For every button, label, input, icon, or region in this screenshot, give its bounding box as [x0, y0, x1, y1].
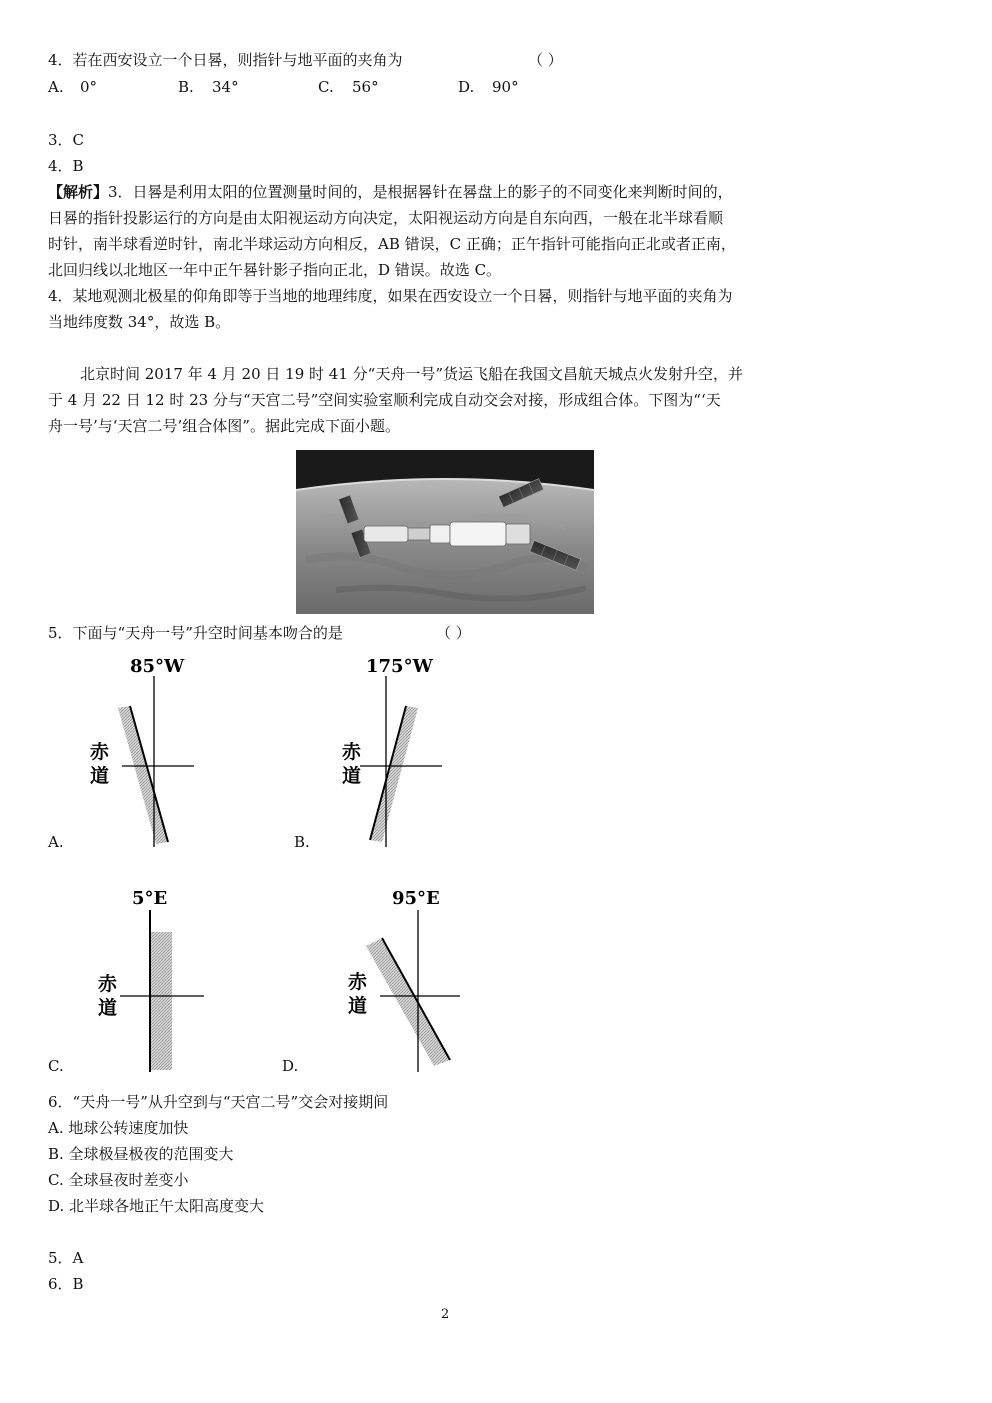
analysis-line-6: 当地纬度数 34°，故选 B。: [48, 313, 231, 331]
passage-line-2: 于 4 月 22 日 12 时 23 分与“天宫二号”空间实验室顺利完成自动交会对接，形成组合体。下图为“‘天: [48, 391, 721, 409]
q4-option-b-letter: B.: [178, 78, 194, 96]
diagram-c-letter: C.: [48, 1057, 64, 1075]
q6-option-c: C. 全球昼夜时差变小: [48, 1171, 189, 1189]
answer-5: 5．A: [48, 1249, 84, 1267]
q4-answer-paren: （ ）: [528, 51, 563, 69]
analysis-line-2: 日晷的指针投影运行的方向是由太阳视运动方向决定，太阳视运动方向是自东向西，一般在北半球看顺: [48, 209, 724, 227]
q6-option-a: A. 地球公转速度加快: [48, 1119, 189, 1137]
q4-stem: 4．若在西安设立一个日晷，则指针与地平面的夹角为: [48, 51, 403, 69]
answer-4: 4．B: [48, 157, 84, 175]
q4-option-d-letter: D.: [458, 78, 475, 96]
diagram-c-longitude: 5°E: [132, 888, 168, 909]
q6-option-d: D. 北半球各地正午太阳高度变大: [48, 1197, 265, 1215]
diagram-d: [340, 880, 470, 1075]
diagram-d-equator-2: 道: [348, 995, 368, 1017]
diagram-a-equator-2: 道: [90, 765, 110, 787]
space-station-photo: [296, 450, 594, 614]
diagram-c-equator-1: 赤: [98, 973, 118, 995]
q6-stem: 6．“天舟一号”从升空到与“天宫二号”交会对接期间: [48, 1093, 389, 1111]
diagram-c-equator-2: 道: [98, 997, 118, 1019]
analysis-line-4: 北回归线以北地区一年中正午晷针影子指向正北，D 错误。故选 C。: [48, 261, 502, 279]
q6-option-b: B. 全球极昼极夜的范围变大: [48, 1145, 234, 1163]
diagram-d-equator-1: 赤: [348, 971, 368, 993]
analysis-line-5: 4．某地观测北极星的仰角即等于当地的地理纬度，如果在西安设立一个日晷，则指针与地平面的夹角为: [48, 287, 733, 305]
analysis-text-1: 3．日晷是利用太阳的位置测量时间的，是根据晷针在晷盘上的影子的不同变化来判断时间的，: [108, 183, 733, 201]
passage-line-1: 北京时间 2017 年 4 月 20 日 19 时 41 分“天舟一号”货运飞船在我国文昌航天城点火发射升空，并: [80, 365, 743, 383]
q4-option-c-text: 56°: [352, 78, 379, 96]
q4-option-a-letter: A.: [48, 78, 64, 96]
diagram-b-longitude: 175°W: [366, 656, 433, 677]
diagram-d-letter: D.: [282, 1057, 299, 1075]
diagram-a: [82, 652, 212, 847]
analysis-line-1: [48, 182, 733, 202]
diagram-b-equator-2: 道: [342, 765, 362, 787]
diagram-d-longitude: 95°E: [392, 888, 440, 909]
q4-option-c-letter: C.: [318, 78, 334, 96]
q4-option-d-text: 90°: [492, 78, 519, 96]
diagram-b-equator-1: 赤: [342, 741, 362, 763]
page-number: 2: [441, 1307, 450, 1322]
diagram-a-longitude: 85°W: [130, 656, 185, 677]
passage-line-3: 舟一号’与‘天宫二号’组合体图”。据此完成下面小题。: [48, 417, 400, 435]
analysis-line-3: 时针，南半球看逆时针，南北半球运动方向相反，AB 错误，C 正确；正午指针可能指向正北或者正南，: [48, 235, 736, 253]
diagram-a-equator-1: 赤: [90, 741, 110, 763]
diagram-a-letter: A.: [48, 833, 64, 851]
answer-6: 6．B: [48, 1275, 84, 1293]
q5-answer-paren: （ ）: [436, 624, 471, 642]
q4-option-a-text: 0°: [80, 78, 98, 96]
q5-stem: 5．下面与“天舟一号”升空时间基本吻合的是: [48, 624, 343, 642]
diagram-b: [330, 652, 460, 847]
analysis-tag: 【解析】: [48, 183, 109, 201]
answer-3: 3．C: [48, 131, 85, 149]
diagram-b-letter: B.: [294, 833, 310, 851]
q4-option-b-text: 34°: [212, 78, 239, 96]
diagram-c: [68, 880, 208, 1075]
